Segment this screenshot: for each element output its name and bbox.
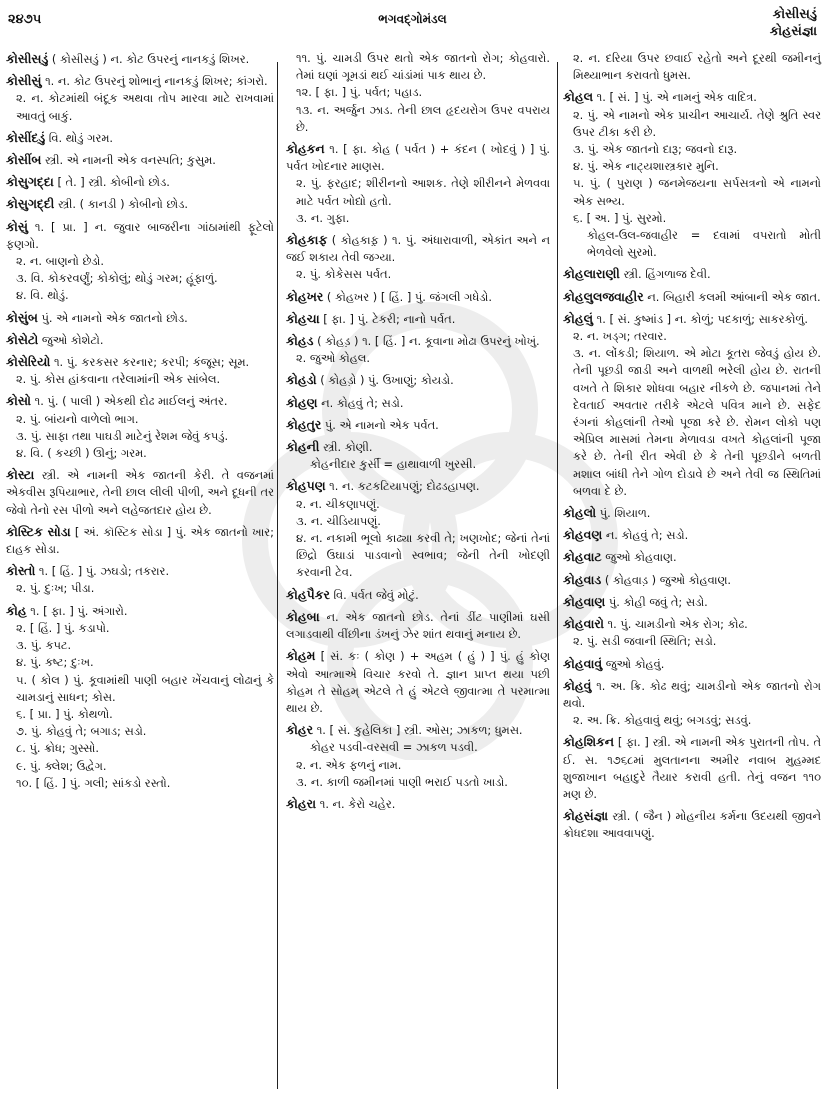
definition: ( કોસીસડું ) ન. કોટ ઉપરનું નાનકડું શિખર.	[51, 52, 250, 66]
entry-main	[286, 586, 550, 604]
headword: કોસીસું	[6, 73, 42, 89]
dictionary-entry	[563, 288, 821, 306]
headword: કોહડો	[286, 372, 317, 388]
entry-main	[6, 72, 274, 90]
dictionary-entry	[563, 593, 821, 611]
headword: કોહપૈકર	[286, 586, 330, 602]
entry-main	[286, 438, 550, 456]
entry-main	[286, 140, 550, 175]
sense: ૨. પું. ફરહાદ; શીરીનનો આશક. તેણે શીરીનને મેળવવા માટે પર્વત ખોદ્યો હતો.	[296, 176, 550, 208]
dictionary-entry	[286, 438, 550, 473]
entry-main	[6, 129, 274, 147]
entry-main	[6, 173, 274, 191]
sense: ૮. પું. ક્રોધ; ગુસ્સો.	[16, 741, 99, 756]
dictionary-entry	[563, 310, 821, 500]
headword: કોહલો	[563, 505, 597, 521]
dictionary-entry	[6, 151, 274, 169]
sense: ૧૧. પું. ચામડી ઉપર થતો એક જાતનો રોગ; કોહવારો. તેમાં ઘણાં ગૂમડાં થઈ ચાંડાંમાં પાક થાય છે.	[296, 51, 550, 83]
dictionary-entry	[286, 50, 550, 136]
definition: ૧. [ ફા. ] પું. અંગારો.	[30, 603, 128, 618]
entry-main	[563, 310, 821, 328]
column-divider	[557, 62, 558, 1089]
entry-main	[286, 371, 550, 389]
definition: ૧. પું. કરકસર કરનાર; કરપી; કંજૂસ; સૂમ.	[53, 355, 250, 370]
headword: કોહખર	[286, 288, 324, 304]
dictionary-entry	[563, 807, 821, 842]
entry-main	[563, 733, 821, 803]
column-3	[563, 50, 821, 1101]
sense: ૫. ( કોલ ) પું. કૂવામાંથી પાણી બહાર ખેંચવાનું લોઢાનું કે ચામડાનું સાધન; કોસ.	[16, 672, 274, 704]
headword: કોહણ	[286, 394, 318, 410]
entry-main	[6, 353, 274, 371]
sense: ૩. પું. કપટ.	[16, 638, 72, 653]
headword: કોહસંજ્ઞા	[563, 808, 609, 824]
entry-main	[563, 655, 821, 673]
sense: ૩. ન. ચીડિયાપણું.	[296, 513, 381, 528]
headword: કોહવારો	[563, 616, 604, 632]
sense: ૨. ન. દરિયા ઉપર છવાઈ રહેતો અને દૂરથી જમીનનું મિથ્યાભાન કરાવતો ધુમસ.	[573, 51, 821, 83]
dictionary-entry	[286, 394, 550, 412]
entry-main	[6, 602, 274, 620]
sense: ૪. વિ. થોડું.	[16, 288, 69, 303]
sense: ૨. ન. એક ફળનું નામ.	[296, 757, 402, 772]
sense: ૨. ન. ખડ્ગ; તરવાર.	[573, 329, 667, 344]
entry-main	[563, 807, 821, 842]
definition: [ અં. કૉસ્ટિક સોડા ] પું. એક જાતનો ખાર; દાહક સોડા.	[6, 524, 274, 557]
headword: કોસીસડું	[6, 51, 49, 66]
sense: ૭. પું. કોહવું તે; બગાડ; સડો.	[16, 724, 147, 739]
sense: ૨. પું. બાંયનો વાળેલો ભાગ.	[16, 411, 139, 426]
sense: ૩. ન. કાળી જમીનમાં પાણી ભરાઈ પડતો ખાડો.	[296, 774, 508, 789]
entry-main	[6, 523, 274, 558]
definition: ન. કોહવું તે; સડો.	[321, 395, 404, 410]
entry-main	[563, 526, 821, 544]
dictionary-entry	[6, 523, 274, 558]
headword: કોસીંબ	[6, 152, 42, 168]
definition: ૧. [ સં. ] પું. એ નામનું એક વાદિત્ર.	[596, 90, 757, 105]
definition: ૧. ન. કટકટિયાપણું; દોઢડહાપણ.	[329, 479, 480, 494]
sense: ૨. ન. કોટમાંથી બંદૂક અથવા તોપ મારવા માટે રાખવામાં આવતું બાકું.	[16, 91, 274, 123]
entry-main	[286, 608, 550, 643]
definition: સ્ત્રી. એ નામની એક જાતની કેરી. તે વજનમાં એકવીસ રૂપિયાભાર, તેની છાલ લીલી પીળી, અને દૂધની તર જેવો તેનો રસ પીળો અને લહેજતદાર હોય છે.	[6, 468, 274, 517]
sense: ૪. પું. કષ્ટ; દુઃખ.	[16, 655, 94, 670]
headword: કોહલુલજવાહીર	[563, 288, 644, 304]
definition: વિ. પર્વત જેવું મોટું.	[333, 587, 419, 602]
dictionary-entry	[563, 571, 821, 589]
dictionary-entry	[286, 288, 550, 306]
dictionary-entry	[6, 50, 274, 68]
definition: ન. બિહારી કલમી આંબાની એક જાત.	[647, 289, 821, 304]
dictionary-entry	[286, 332, 550, 367]
entry-main	[563, 615, 821, 633]
entry-main	[286, 288, 550, 306]
headword: કોહર	[286, 722, 314, 738]
definition: [ સં. કઃ ( કોણ ) + અહમ ( હું ) ] પું. હું કોણ એવો આત્માએ વિચાર કરવો તે. જ્ઞાન પ્રાપ્ત થયા પછી કોહમ તે સોહમ્ એટલે તે હું એટલે જીવાત્મા તે પરમાત્મા થાય છે.	[286, 649, 550, 715]
dictionary-entry	[563, 504, 821, 522]
headword: કોસ્તો	[6, 563, 36, 579]
headword: કોહવાણ	[563, 593, 606, 609]
entry-main	[563, 288, 821, 306]
dictionary-entry	[286, 416, 550, 434]
dictionary-entry	[563, 526, 821, 544]
headword: કોહમ	[286, 648, 316, 664]
dictionary-entry	[286, 586, 550, 604]
dictionary-entry	[563, 655, 821, 673]
dictionary-entry	[6, 392, 274, 462]
headword: કોહવું	[563, 677, 592, 693]
entry-main	[286, 332, 550, 350]
definition: જુઓ કોશેટો.	[41, 332, 104, 347]
usage-example: કોહનીદાર કુર્સી = હાથાવાળી ખુરસી.	[310, 457, 477, 472]
headword: કોસેટો	[6, 331, 39, 347]
entry-main	[286, 416, 550, 434]
column-2	[286, 50, 550, 1101]
sense: ૩. ન. લોંકડી; શિયાળ. એ મોટા કૂતરા જેવડું હોય છે. તેની પૂછડી જાડી અને વાળથી ભરેલી હોય છે. રાતની વખતે તે શિકાર શોધવા બહાર નીકળે છે. જપાનમાં તેને દેવતાઈ અવતાર તરીકે એટલે પવિત્ર માને છે. સફેદ રંગનાં કોહલાંની તેઓ પૂજા કરે છે. રોમન લોકો પણ એપ્રિલ માસમાં તેમના મેળાવડા વખતે કોહલાંની પૂજા કરે છે. તેની રીત એવી છે કે તેની પૂછડીને બળતી મશાલ બાંધી તેને ગોળ દોડાવે છે અને તેવી જ સ્થિતિમાં બળવા દે છે.	[573, 346, 821, 498]
headword: કોસું	[6, 218, 28, 234]
sense: ૩. પું. એક જાતનો દારૂ; જવનો દારૂ.	[573, 142, 738, 157]
dictionary-entry	[563, 50, 821, 84]
page-number: ૨૪૭૫	[8, 12, 42, 27]
dictionary-entry	[563, 265, 821, 283]
headword: કોહરા	[286, 795, 317, 811]
entry-main	[286, 310, 550, 328]
definition: વિ. થોડું ગરમ.	[48, 130, 114, 145]
headword: કોસીંદડું	[6, 129, 46, 145]
headword: કોસુંબ	[6, 309, 38, 325]
sense: ૨. અ. ક્રિ. કોહવાવું થવું; બગડવું; સડવું.	[573, 713, 752, 728]
entry-main	[286, 647, 550, 717]
sense: ૨. પું. કોસ હાંકવાના તરેલામાંની એક સાંબેલ.	[16, 372, 221, 387]
definition: ૧. [ હિં. ] પું. ઝઘડો; તકરાર.	[38, 564, 170, 579]
dictionary-entry	[563, 615, 821, 650]
definition: સ્ત્રી. કોણી.	[323, 440, 373, 455]
headword: કોહ	[6, 602, 27, 618]
entry-main	[563, 677, 821, 712]
definition: ( કોહડ઼ ) ૧. [ હિં. ] ન. કૂવાના મોઢા ઉપરનું ખોખું.	[317, 334, 540, 349]
headword: કોહડ	[286, 333, 314, 349]
headword: કોહલારાણી	[563, 266, 620, 282]
book-title: ભગવદ્ગોમંડલ	[378, 12, 447, 26]
dictionary-entry	[286, 477, 550, 581]
sense: ૪. પું. એક નાટ્યશાસ્ત્રકાર મુનિ.	[573, 159, 719, 174]
usage-example: કોહલ-ઉલ-જવાહીર = દવામાં વપરાતો મોતી ભેળવેલો સુરમો.	[587, 228, 821, 260]
guide-word-first: કોસીસડું	[772, 7, 817, 22]
dictionary-entry	[286, 608, 550, 643]
dictionary-entry	[563, 88, 821, 261]
headword: કોસો	[6, 393, 31, 409]
sense: ૨. ન. બાણનો છેડો.	[16, 254, 105, 269]
dictionary-entry	[563, 677, 821, 730]
headword: કોસુગદ્દી	[6, 196, 55, 212]
column-divider	[277, 62, 278, 1089]
dictionary-entry	[6, 129, 274, 147]
entry-main	[6, 562, 274, 580]
entry-main	[286, 394, 550, 412]
headword: કોહબા	[286, 608, 320, 624]
definition: ૧. [ સં. કુષ્માંડ ] ન. કોળું; પદકાળું; સાકરકોળું.	[596, 311, 808, 326]
sense: ૬. [ અ. ] પું. સુરમો.	[573, 210, 667, 225]
definition: સ્ત્રી. ( જૈન ) મોહનીય કર્મના ઉદયથી જીવને ક્રોધદશા આવવાપણું.	[563, 809, 821, 841]
sense: ૧૦. [ હિં. ] પું. ગલી; સાંકડો રસ્તો.	[16, 775, 171, 790]
sense: ૪. વિ. ( કચ્છી ) ઊનું; ગરમ.	[16, 446, 147, 461]
dictionary-entry	[6, 218, 274, 305]
column-1	[6, 50, 274, 1101]
headword: કોસુગદ્દા	[6, 174, 54, 190]
dictionary-entry	[6, 466, 274, 519]
entry-main	[563, 88, 821, 106]
sense: ૨. જુઓ કોહલ.	[296, 351, 371, 366]
definition: પું. એ નામનો એક જાતનો છોડ.	[41, 310, 188, 325]
sense: ૨. ન. ચીકણાપણું.	[296, 496, 380, 511]
definition: ( કોહકાફ઼ ) ૧. પું. અંધારાવાળી, એકાંત અને ન જઈ શકાય તેવી જગ્યા.	[286, 233, 551, 265]
definition: ૧. પું. ચામડીનો એક રોગ; કોઢ.	[607, 617, 748, 632]
dictionary-entry	[286, 231, 550, 284]
definition: ન. કોહવું તે; સડો.	[605, 528, 689, 543]
guide-word-last: કોહસંજ્ઞા	[769, 24, 817, 39]
definition: સ્ત્રી. એ નામની એક વનસ્પતિ; કુસુમ.	[45, 153, 216, 168]
dictionary-entry	[6, 602, 274, 792]
headword: કોહકન	[286, 141, 325, 157]
headword: કોહપણ	[286, 478, 326, 494]
entry-main	[563, 548, 821, 566]
sense: ૧૨. [ ફા. ] પું. પર્વત; પહાડ.	[296, 85, 423, 100]
entry-main	[286, 231, 550, 266]
headword: કોહવાવું	[563, 655, 603, 671]
headword: કોહની	[286, 439, 320, 455]
entry-main	[563, 265, 821, 283]
definition: ( કોહડ઼ો ) પું. ઉખાણું; કોયડો.	[320, 373, 454, 388]
definition: ( કોહખર ) [ હિં. ] પું. જંગલી ગધેડો.	[326, 289, 492, 304]
entry-main	[6, 392, 274, 410]
definition: ૧. પું. ( પાલી ) એકથી દોઢ માઈલનું અંતર.	[34, 394, 228, 409]
sense: ૩. વિ. કોકરવર્ણું; કોકોલું; થોડું ગરમ; હૂંફાળું.	[16, 271, 218, 286]
dictionary-entry	[286, 647, 550, 717]
definition: જુઓ કોહવાણ.	[605, 550, 677, 565]
entry-main	[6, 331, 274, 349]
definition: ૧. ન. કોટ ઉપરનું શોભાનું નાનકડું શિખર; કાંગરો.	[45, 74, 268, 89]
entry-main	[286, 795, 550, 813]
definition: [ ફા. ] સ્ત્રી. એ નામની એક પુરાતની તોપ. તે ઈ. સ. ૧૭૬૮માં મુલતાનના અમીર નવાબ મુહમ્મદ શુજાખાન બહાદુરે તૈયાર કરાવી હતી. તેનું વજન ૧૧૦ મણ છે.	[563, 735, 822, 801]
definition: ૧. [ ફા. કોહ ( પર્વત ) + કંદન ( ખોદવું ) ] પું. પર્વત ખોદનાર માણસ.	[286, 142, 551, 174]
sense: ૯. પું. ક્લેશ; ઉદ્વેગ.	[16, 758, 107, 773]
headword: કોહકાફ	[286, 232, 328, 248]
dictionary-entry	[6, 72, 274, 125]
sense: ૨. પું. દુઃખ; પીડા.	[16, 581, 95, 596]
sense: ૨. પું. કોકેસસ પર્વત.	[296, 267, 392, 282]
dictionary-entry	[286, 310, 550, 328]
dictionary-entry	[286, 721, 550, 791]
headword: કોહલ	[563, 89, 594, 105]
definition: ૧. અ. ક્રિ. કોઢ થવું; ચામડીનો એક જાતનો રોગ થવો.	[563, 678, 821, 710]
definition: ૧. ન. કેરો ચહેર.	[319, 796, 396, 811]
dictionary-entry	[286, 795, 550, 813]
definition: સ્ત્રી. હિંગળાજ દેવી.	[623, 267, 711, 282]
definition: સ્ત્રી. ( કાનડી ) કોબીનો છોડ.	[57, 197, 189, 212]
dictionary-entry	[6, 173, 274, 191]
guide-words	[770, 6, 817, 40]
dictionary-entry	[563, 548, 821, 566]
headword: કોહવણ	[563, 527, 603, 543]
page-header	[0, 0, 825, 46]
definition: ૧. [ સં. કુહેલિકા ] સ્ત્રી. ઓસ; ઝાકળ; ધુમસ.	[316, 723, 523, 738]
definition: પું. એ નામનો એક પર્વત.	[324, 417, 439, 432]
dictionary-entry	[563, 733, 821, 803]
sense: ૫. પું. ( પુરાણ ) જનમેજયના સર્પસત્રનો એ નામનો એક સભ્ય.	[573, 176, 821, 208]
definition: ૧. [ પ્રા. ] ન. જુવાર બાજરીના ગાંઠામાંથી ફૂટેલો ફણગો.	[6, 219, 274, 251]
sense: ૪. ન. નકામી ભૂલો કાઢ્યા કરવી તે; ખણખોદ; જેનાં તેનાં છિદ્રો ઉઘાડાં પાડવાનો સ્વભાવ; જેની તેની ખોદણી કરવાની ટેવ.	[296, 531, 550, 580]
definition: જુઓ કોહવું.	[605, 656, 665, 671]
definition: પું. કોહી જવું તે; સડો.	[608, 594, 708, 609]
headword: કોસેરિયો	[6, 354, 51, 370]
definition: [ ફા. ] પું. ટેકરી; નાનો પર્વત.	[323, 311, 456, 326]
entry-main	[6, 218, 274, 253]
entry-main	[563, 593, 821, 611]
headword: કોહચા	[286, 310, 320, 326]
headword: કોહવાડ	[563, 571, 602, 587]
dictionary-entry	[6, 309, 274, 327]
sense: ૬. [ પ્રા. ] પું. કોથળો.	[16, 706, 113, 721]
headword: કોહલું	[563, 310, 594, 326]
dictionary-entry	[6, 195, 274, 213]
usage-example: કોહર પડવી-વરસવી = ઝાકળ પડવી.	[310, 740, 478, 755]
dictionary-entry	[286, 140, 550, 227]
entry-main	[6, 466, 274, 519]
definition: પું. શિયાળ.	[599, 506, 651, 521]
headword: કોહતુર	[286, 416, 322, 432]
entry-main	[6, 309, 274, 327]
headword: કોસ્ટા	[6, 467, 35, 483]
definition: ન. એક જાતનો છોડ. તેનાં ડીંટ પાણીમાં ઘસી લગાડવાથી વીંછીના ડંખનું ઝેર શાંત થવાનું મનાય છે.	[286, 609, 550, 642]
entry-main	[286, 721, 550, 739]
definition: [ તે. ] સ્ત્રી. કોબીનો છોડ.	[57, 175, 170, 190]
dictionary-entry	[6, 353, 274, 388]
dictionary-entry	[286, 371, 550, 389]
definition: ( કોહવાડ઼ ) જુઓ કોહવાણ.	[604, 572, 732, 587]
headword: કોહવાટ	[563, 549, 602, 565]
entry-main	[563, 504, 821, 522]
entry-main	[286, 477, 550, 495]
headword: કોસ્ટિક સોડા	[6, 523, 71, 539]
sense: ૧૩. ન. અર્જુન ઝાડ. તેની છાલ હૃદયરોગ ઉપર વપરાય છે.	[296, 102, 550, 134]
entry-main	[6, 50, 274, 68]
entry-main	[6, 151, 274, 169]
headword: કોહશિકન	[563, 734, 614, 750]
dictionary-entry	[6, 331, 274, 349]
sense: ૩. ન. ગુફા.	[296, 210, 350, 225]
dictionary-entry	[6, 562, 274, 597]
sense: ૨. પું. સડી જવાની સ્થિતિ; સડો.	[573, 634, 717, 649]
entry-main	[563, 571, 821, 589]
sense: ૩. પું. સાફા તથા પાઘડી માટેનું રેશમ જેવું કપડું.	[16, 428, 229, 443]
sense: ૨. [ હિં. ] પું. કડાપો.	[16, 620, 110, 635]
entry-main	[6, 195, 274, 213]
sense: ૨. પું. એ નામનો એક પ્રાચીન આચાર્ય. તેણે શ્રુતિ સ્વર ઉપર ટીકા કરી છે.	[573, 107, 821, 139]
